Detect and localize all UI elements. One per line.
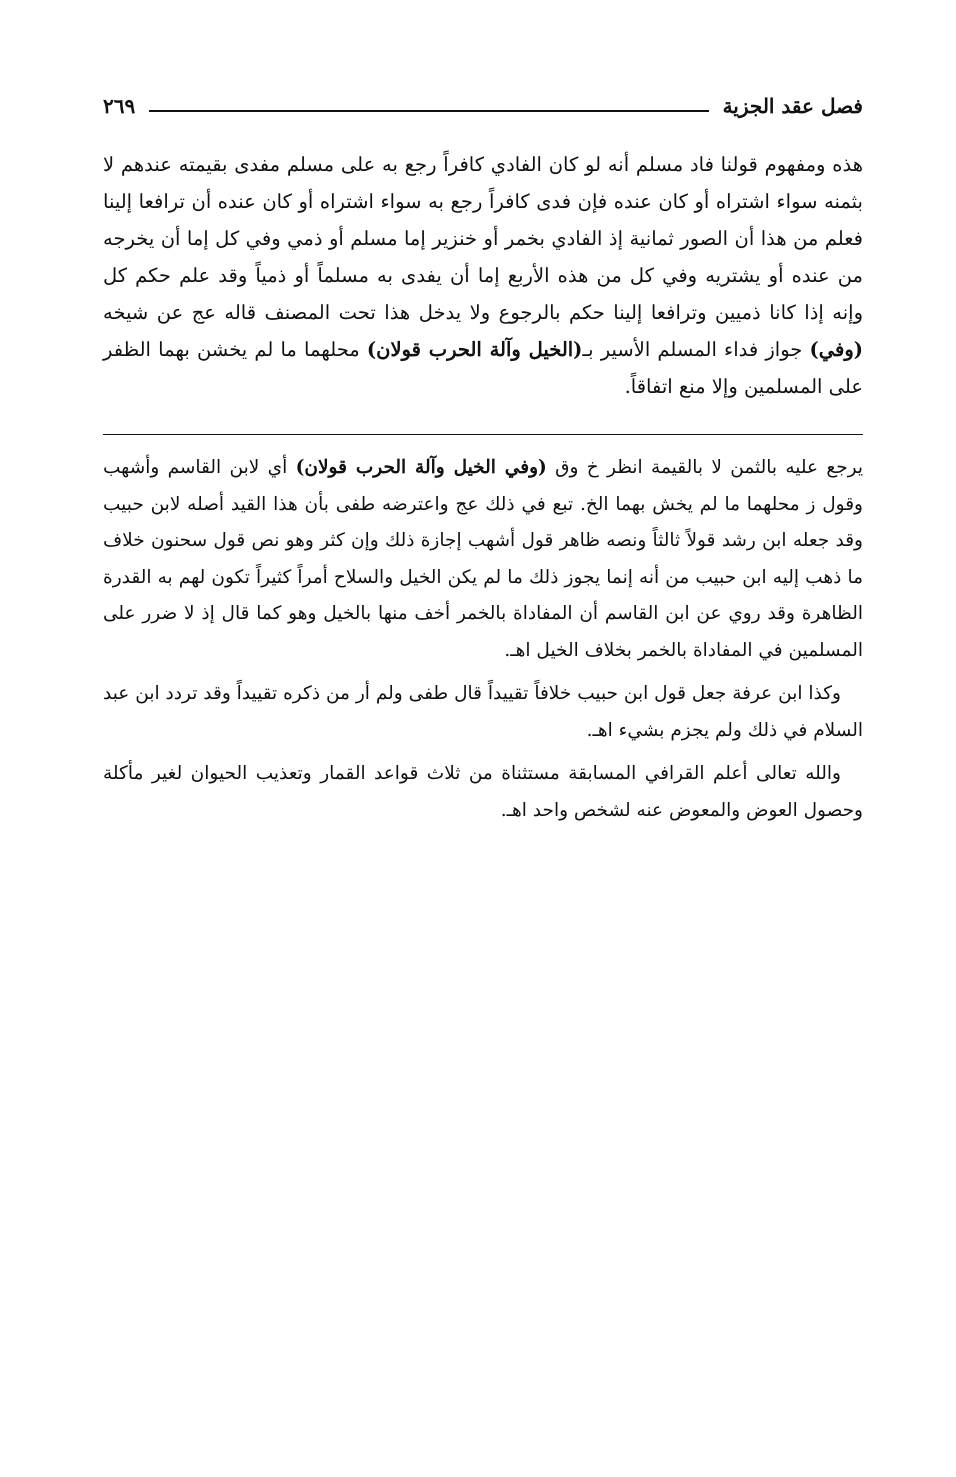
footnote-paragraph: [103, 450, 863, 669]
header-rule: [149, 110, 708, 112]
footnote-paragraph: وكذا ابن عرفة جعل قول ابن حبيب خلافاً تقييداً قال طفى ولم أر من ذكره تقييداً وقد تردد ابن عبد السلام في ذلك ولم يجزم بشيء اهـ.: [103, 683, 863, 741]
main-text-run: محلهما ما لم يخشن بهما الظفر على المسلمين وإلا منع اتفاقاً.: [103, 338, 863, 398]
main-bold-term: (وفي): [809, 338, 863, 361]
main-bold-term: (الخيل وآلة الحرب قولان): [366, 338, 583, 361]
page-number: ٢٦٩: [103, 94, 136, 118]
footnote-text-run: أي لابن القاسم وأشهب وقول ز محلهما ما لم يخش بهما الخ. تبع في ذلك عج واعترضه طفى بأن هذا القيد أصله لابن حبيب وقد جعله ابن رشد قولاً ثالثاً ونصه ظاهر قول أشهب إجازة ذلك وإن كثر وهو نص قول سحنون خلاف ما ذهب إليه ابن حبيب من أنه إنما يجوز ذلك ما لم يكن الخيل والسلاح أمراً كثيراً تكون لهم به القدرة الظاهرة وقد روي عن ابن القاسم أن المفاداة بالخمر أخف منها بالخيل وهو كما قال إذ لا ضرر على المسلمين في المفاداة بالخمر بخلاف الخيل اهـ.: [103, 457, 863, 661]
main-text-run: هذه ومفهوم قولنا فاد مسلم أنه لو كان الفادي كافراً رجع به على مسلم مفدى بقيمته عندهم لا بثمنه سواء اشتراه أو كان عنده فإن فدى كافراً رجع به سواء اشتراه أو كان عنده أن ترافعا إلينا فعلم من هذا أن الصور ثمانية إذ الفادي بخمر أو خنزير إما مسلم أو ذمي وفي كل إما أن يخرجه من عنده أو يشتريه وفي كل من هذه الأربع إما أن يفدى به مسلماً أو ذمياً وقد علم حكم كل وإنه إذا كانا ذميين وترافعا إلينا حكم بالرجوع ولا يدخل هذا تحت المصنف قاله عج عن شيخه: [103, 153, 863, 324]
running-header: [103, 88, 863, 124]
main-text-run: جواز فداء المسلم الأسير بـ: [582, 338, 810, 361]
main-text: [103, 146, 863, 405]
footnote-paragraph: والله تعالى أعلم القرافي المسابقة مستثناة من ثلاث قواعد القمار وتعذيب الحيوان لغير مأكلة وحصول العوض والمعوض عنه لشخص واحد اهـ.: [103, 763, 863, 821]
footnote-text-run: يرجع عليه بالثمن لا بالقيمة انظر خ وق: [546, 457, 864, 478]
footnote-bold-term: (وفي الخيل وآلة الحرب قولان): [295, 457, 547, 478]
footnotes: [103, 450, 863, 836]
footnote-separator: [103, 434, 863, 435]
chapter-title: فصل عقد الجزية: [722, 94, 863, 118]
main-paragraph: [103, 146, 863, 405]
